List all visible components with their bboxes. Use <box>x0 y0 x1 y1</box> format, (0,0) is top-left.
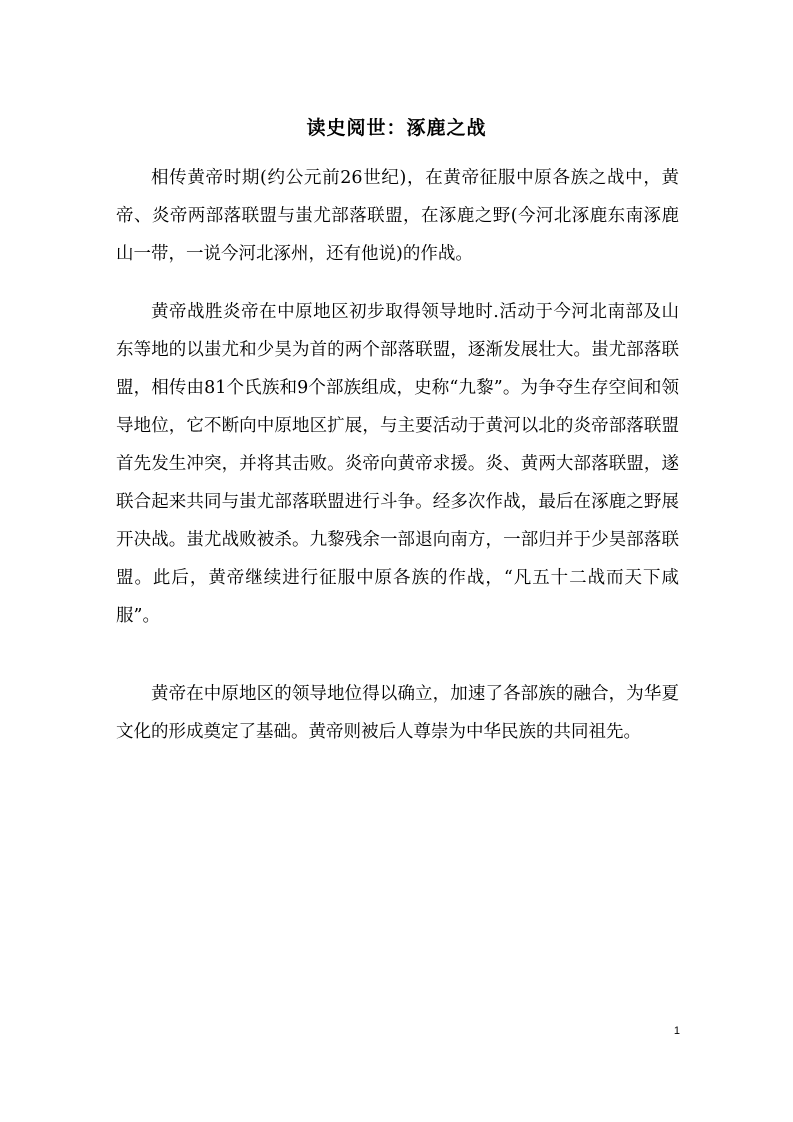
paragraph-3: 黄帝在中原地区的领导地位得以确立，加速了各部族的融合，为华夏文化的形成奠定了基础。黄帝则被后人尊崇为中华民族的共同祖先。 <box>116 684 679 742</box>
page-number: 1 <box>673 1025 680 1037</box>
document-title: 读史阅世：涿鹿之战 <box>306 117 487 139</box>
paragraph-2: 黄帝战胜炎帝在中原地区初步取得领导地时.活动于今河北南部及山东等地的以蚩尤和少昊为首的两个部落联盟，逐渐发展壮大。蚩尤部落联盟，相传由81个氏族和9个部族组成，史称“九黎”。为争夺生存空间和领导地位，它不断向中原地区扩展，与主要活动于黄河以北的炎帝部落联盟首先发生冲突，并将其击败。炎帝向黄帝求援。炎、黄两大部落联盟，遂联合起来共同与蚩尤部落联盟进行斗争。经多次作战，最后在涿鹿之野展开决战。蚩尤战败被杀。九黎残余一部退向南方，一部归并于少昊部落联盟。此后，黄帝继续进行征服中原各族的作战，“凡五十二战而天下咸服”。 <box>116 302 679 626</box>
paragraph-1: 相传黄帝时期(约公元前26世纪)，在黄帝征服中原各族之战中，黄帝、炎帝两部落联盟与蚩尤部落联盟，在涿鹿之野(今河北涿鹿东南涿鹿山一带，一说今河北涿州，还有他说)的作战。 <box>116 168 679 264</box>
